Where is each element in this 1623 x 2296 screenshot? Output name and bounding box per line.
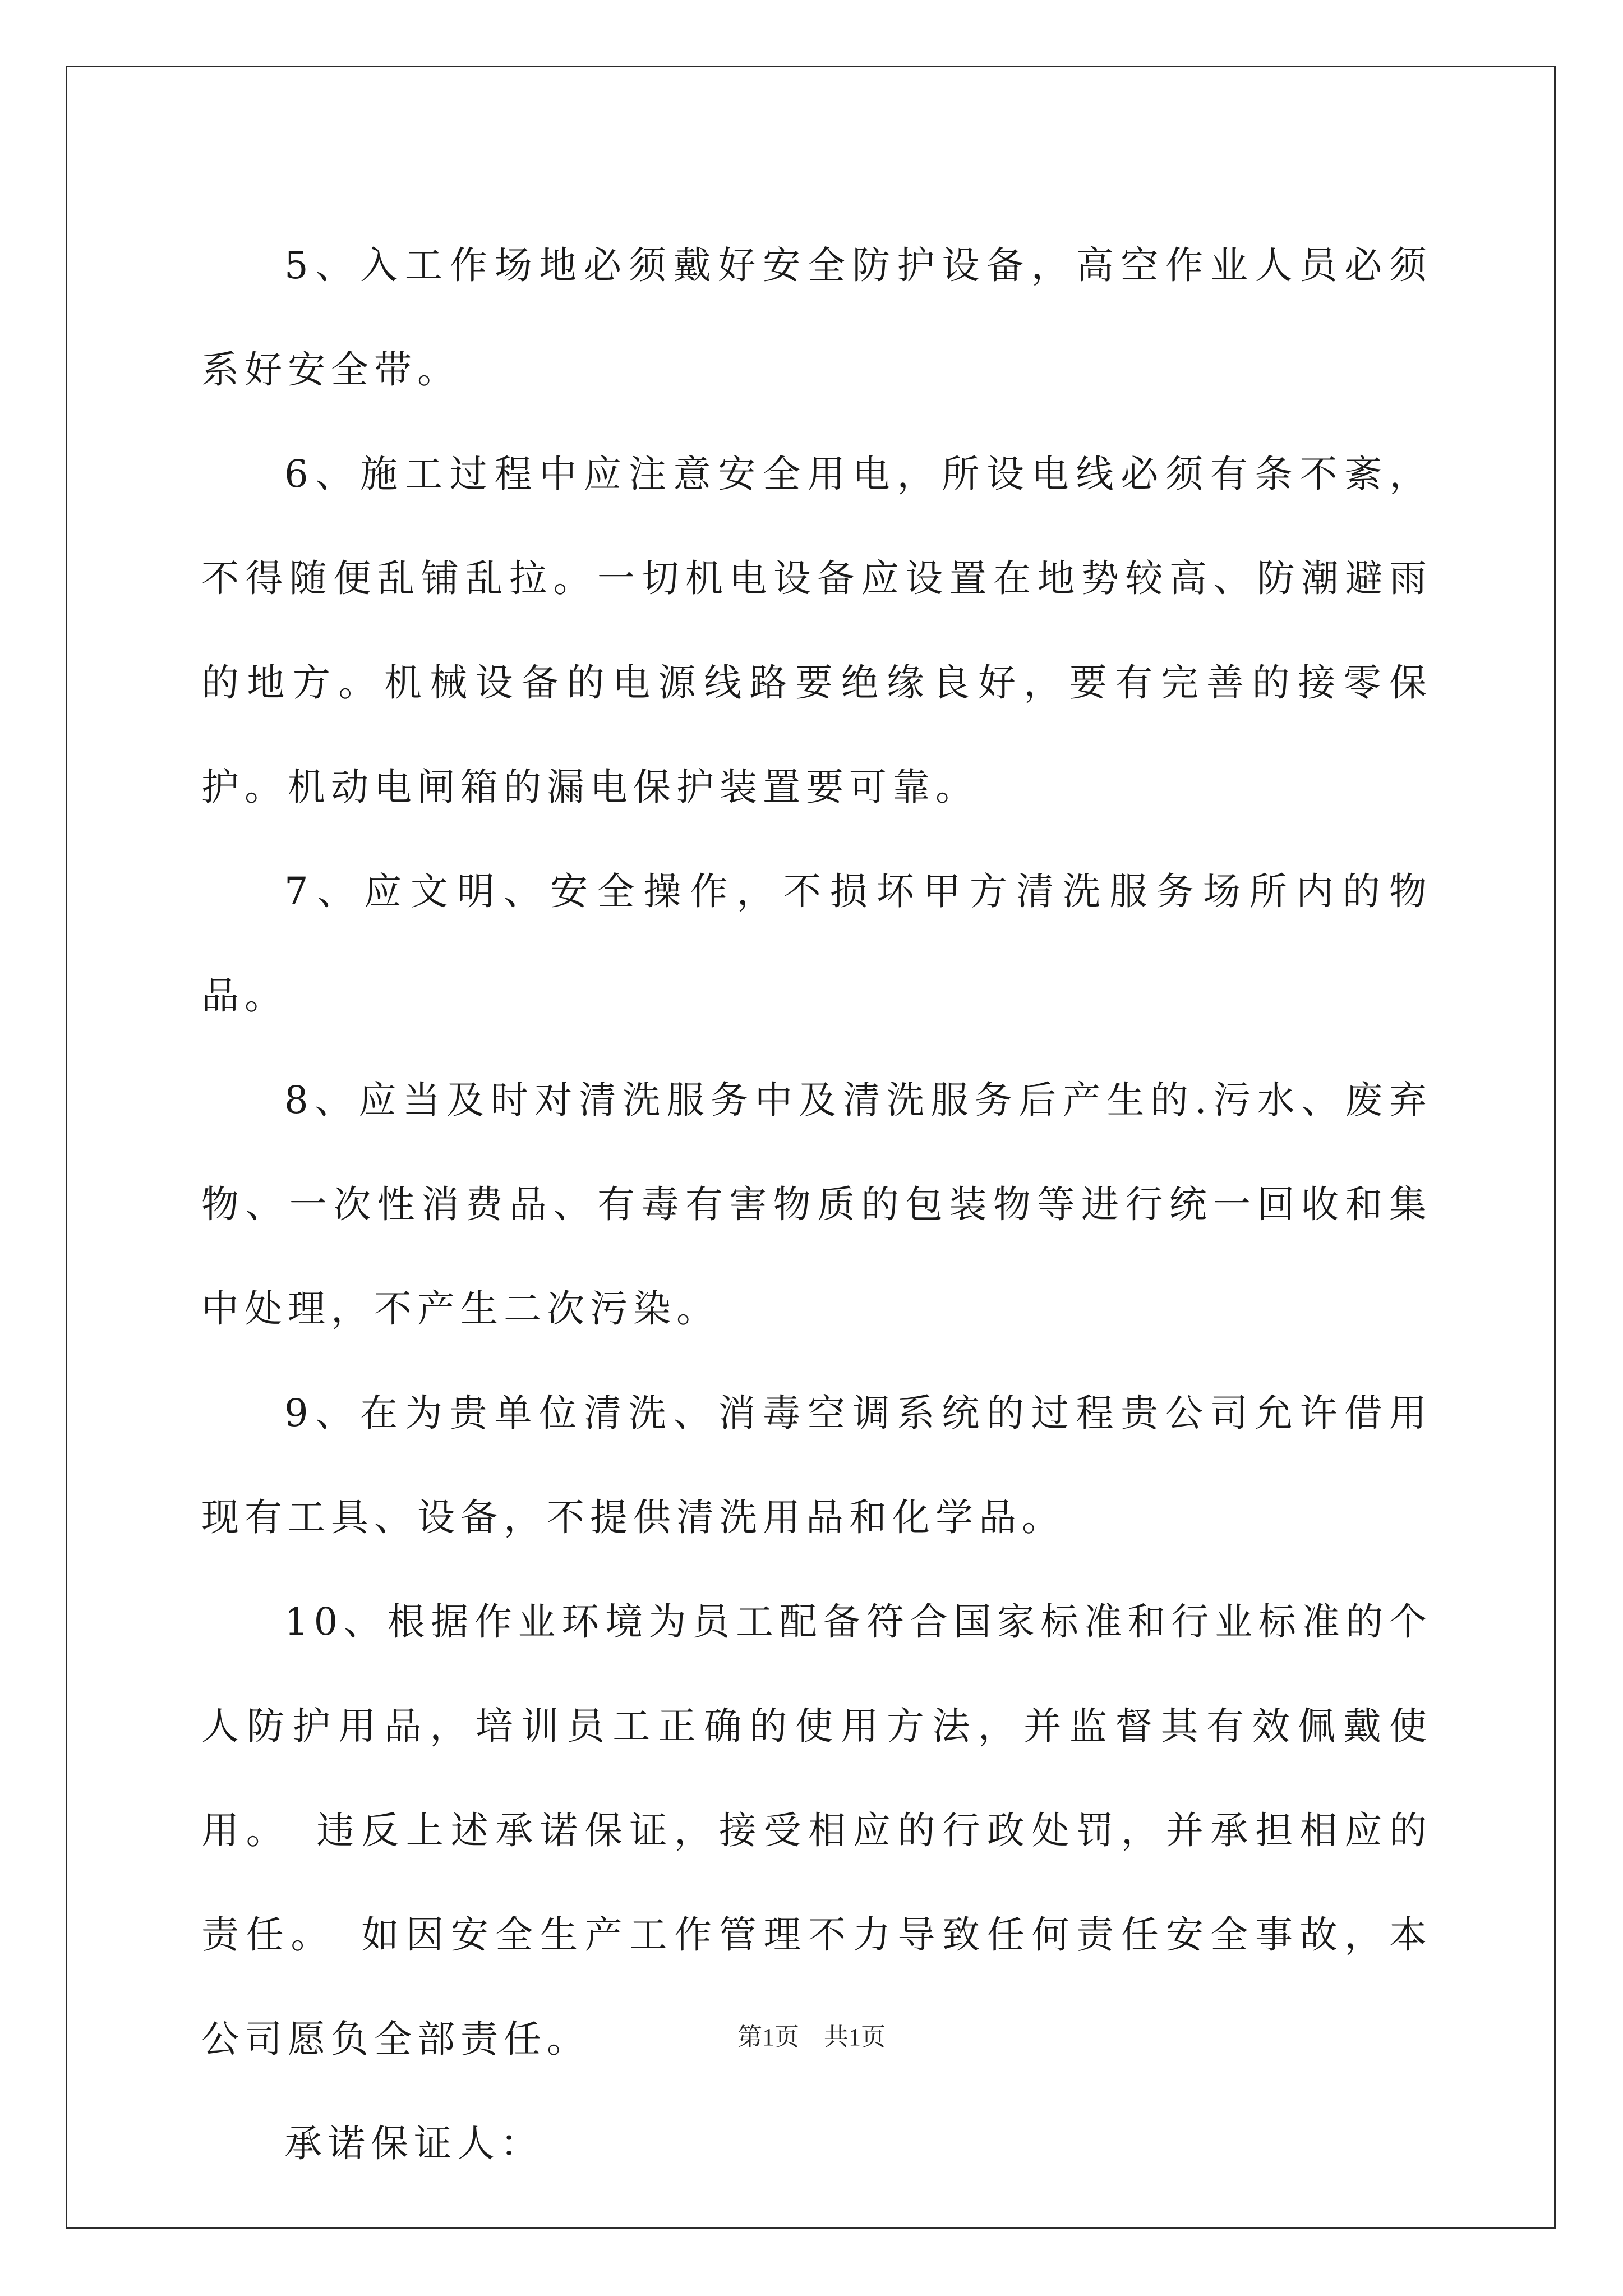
paragraph-item-7: 7、应文明、安全操作，不损坏甲方清洗服务场所内的物品。 [201,869,1432,1018]
page-footer: 第1页 共1页 [737,2023,886,2051]
document-body [201,213,1432,2196]
paragraph-item-10: 10、根据作业环境为员工配备符合国家标准和行业标准的个人防护用品，培训员工正确的使用方法，并监督其有效佩戴使用。 违反上述承诺保证，接受相应的行政处罚，并承担相应的责任。 如因安全生产工作管理不力导致任何责任安全事故，本公司愿负全部责任。 [201,1600,1432,2061]
paragraph-item-5: 5、入工作场地必须戴好安全防护设备，高空作业人员必须系好安全带。 [201,243,1432,392]
paragraph-item-9: 9、在为贵单位清洗、消毒空调系统的过程贵公司允许借用现有工具、设备，不提供清洗用品和化学品。 [201,1391,1432,1539]
signature-line: 承诺保证人： [284,2122,543,2165]
paragraph-item-8: 8、应当及时对清洗服务中及清洗服务后产生的.污水、废弃物、一次性消费品、有毒有害物质的包装物等进行统一回收和集中处理，不产生二次污染。 [201,1078,1432,1331]
paragraph-item-6: 6、施工过程中应注意安全用电，所设电线必须有条不紊，不得随便乱铺乱拉。一切机电设备应设置在地势较高、防潮避雨的地方。机械设备的电源线路要绝缘良好，要有完善的接零保护。机动电闸箱的漏电保护装置要可靠。 [201,452,1432,809]
